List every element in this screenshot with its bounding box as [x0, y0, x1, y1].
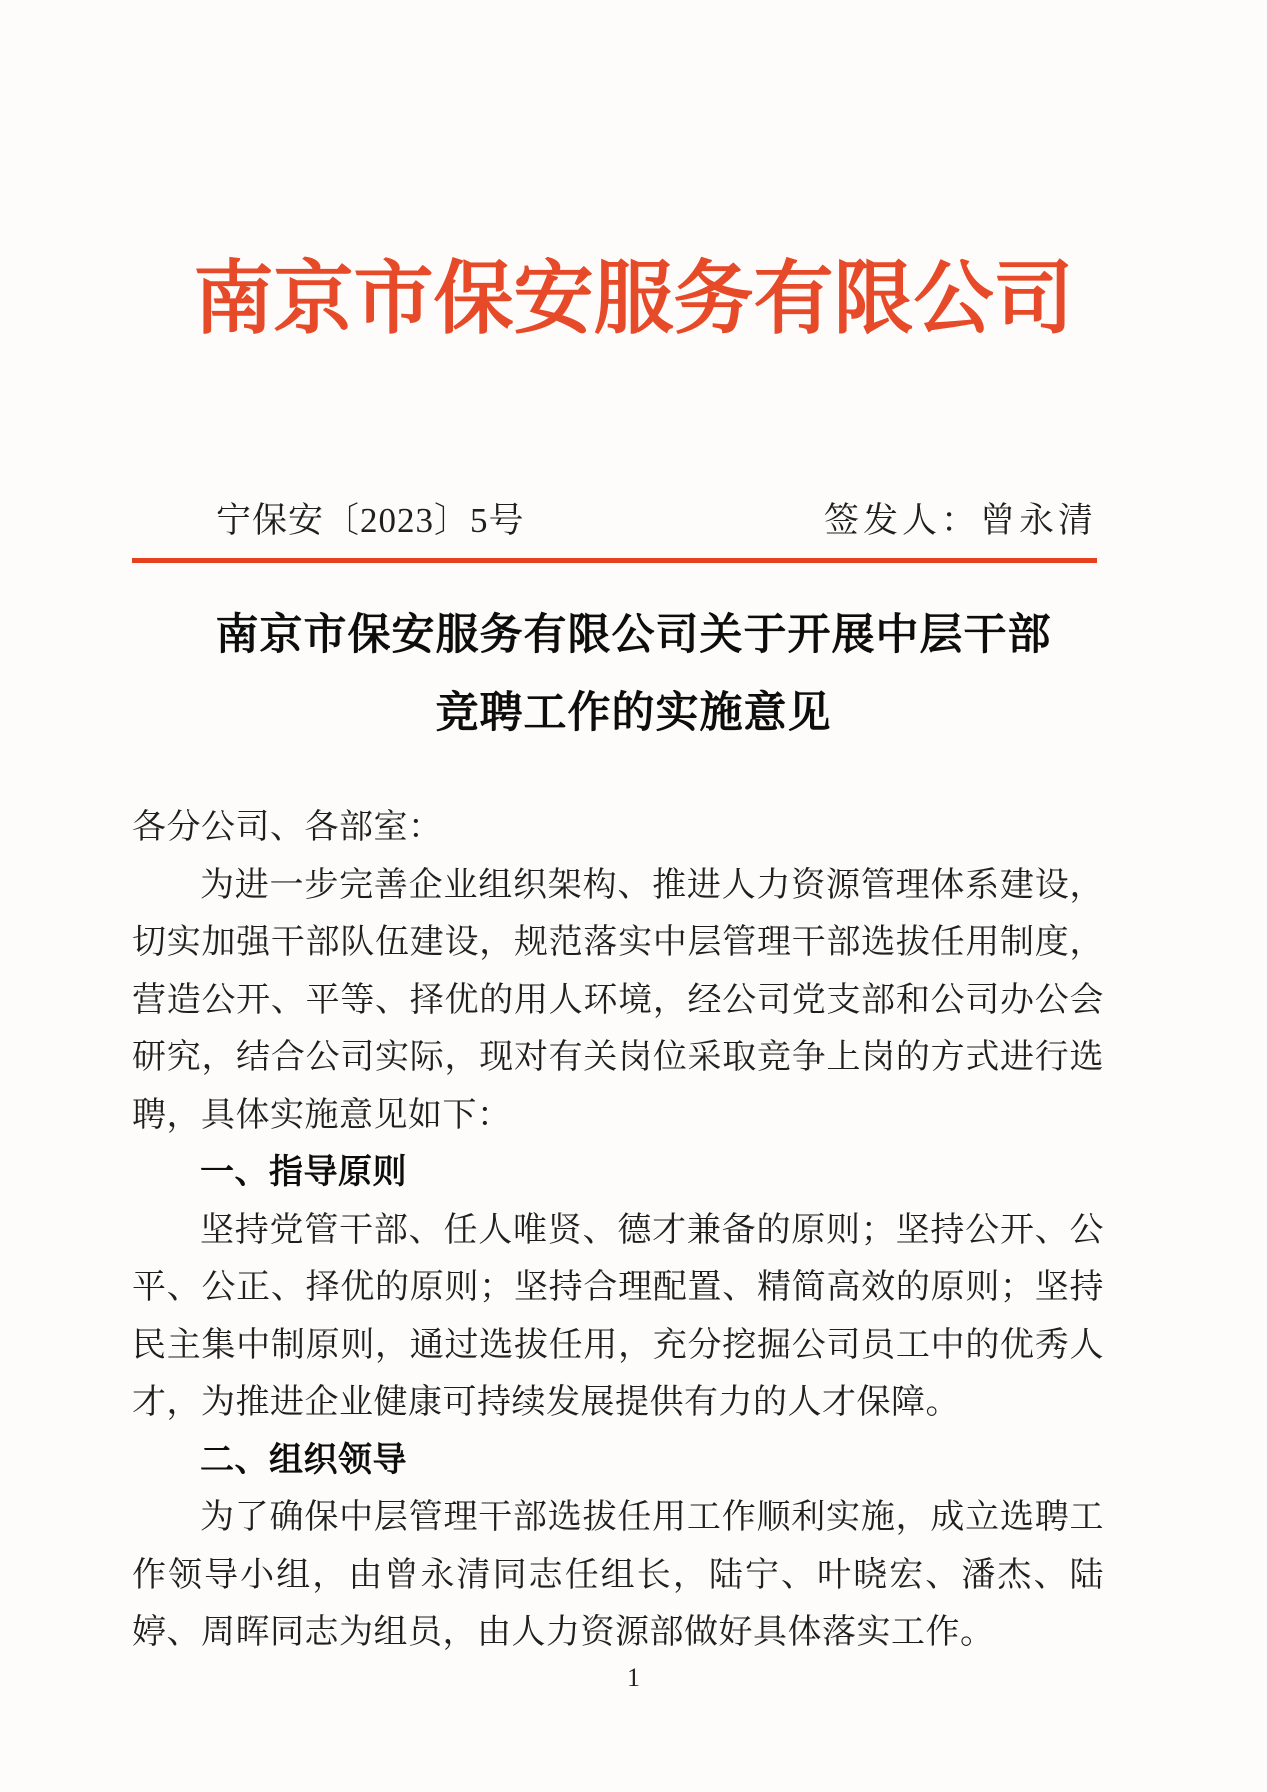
page-number: 1 — [627, 1663, 640, 1692]
body-paragraph: 为进一步完善企业组织架构、推进人力资源管理体系建设，切实加强干部队伍建设，规范落实中层管理干部选拔任用制度，营造公开、平等、择优的用人环境，经公司党支部和公司办公会研究，结合公司实际，现对有关岗位采取竞争上岗的方式进行选聘，具体实施意见如下： — [132, 866, 1104, 1134]
letterhead-company-title: 南京市保安服务有限公司 — [193, 256, 1074, 344]
salutation: 各分公司、各部室： — [132, 809, 443, 846]
body-paragraphs — [132, 857, 1104, 1662]
document-number: 宁保安〔2023〕5号 — [216, 501, 525, 540]
signer-name: 签发人：曾永清 — [823, 501, 1097, 540]
document-title-line1: 南京市保安服务有限公司关于开展中层干部 — [215, 612, 1052, 659]
section-heading: 一、指导原则 — [200, 1154, 407, 1191]
document-body — [132, 799, 1104, 1662]
body-paragraph: 坚持党管干部、任人唯贤、德才兼备的原则；坚持公开、公平、公正、择优的原则；坚持合理配置、精简高效的原则；坚持民主集中制原则，通过选拔任用，充分挖掘公司员工中的优秀人才，为推进企业健康可持续发展提供有力的人才保障。 — [132, 1211, 1104, 1421]
document-meta-row — [132, 500, 1097, 542]
red-divider-line — [132, 558, 1097, 563]
body-paragraph: 为了确保中层管理干部选拔任用工作顺利实施，成立选聘工作领导小组，由曾永清同志任组长，陆宁、叶晓宏、潘杰、陆婷、周晖同志为组员，由人力资源部做好具体落实工作。 — [132, 1499, 1104, 1651]
section-heading: 二、组织领导 — [200, 1441, 407, 1479]
document-title-line2: 竞聘工作的实施意见 — [435, 690, 832, 737]
document-title — [0, 597, 1267, 753]
